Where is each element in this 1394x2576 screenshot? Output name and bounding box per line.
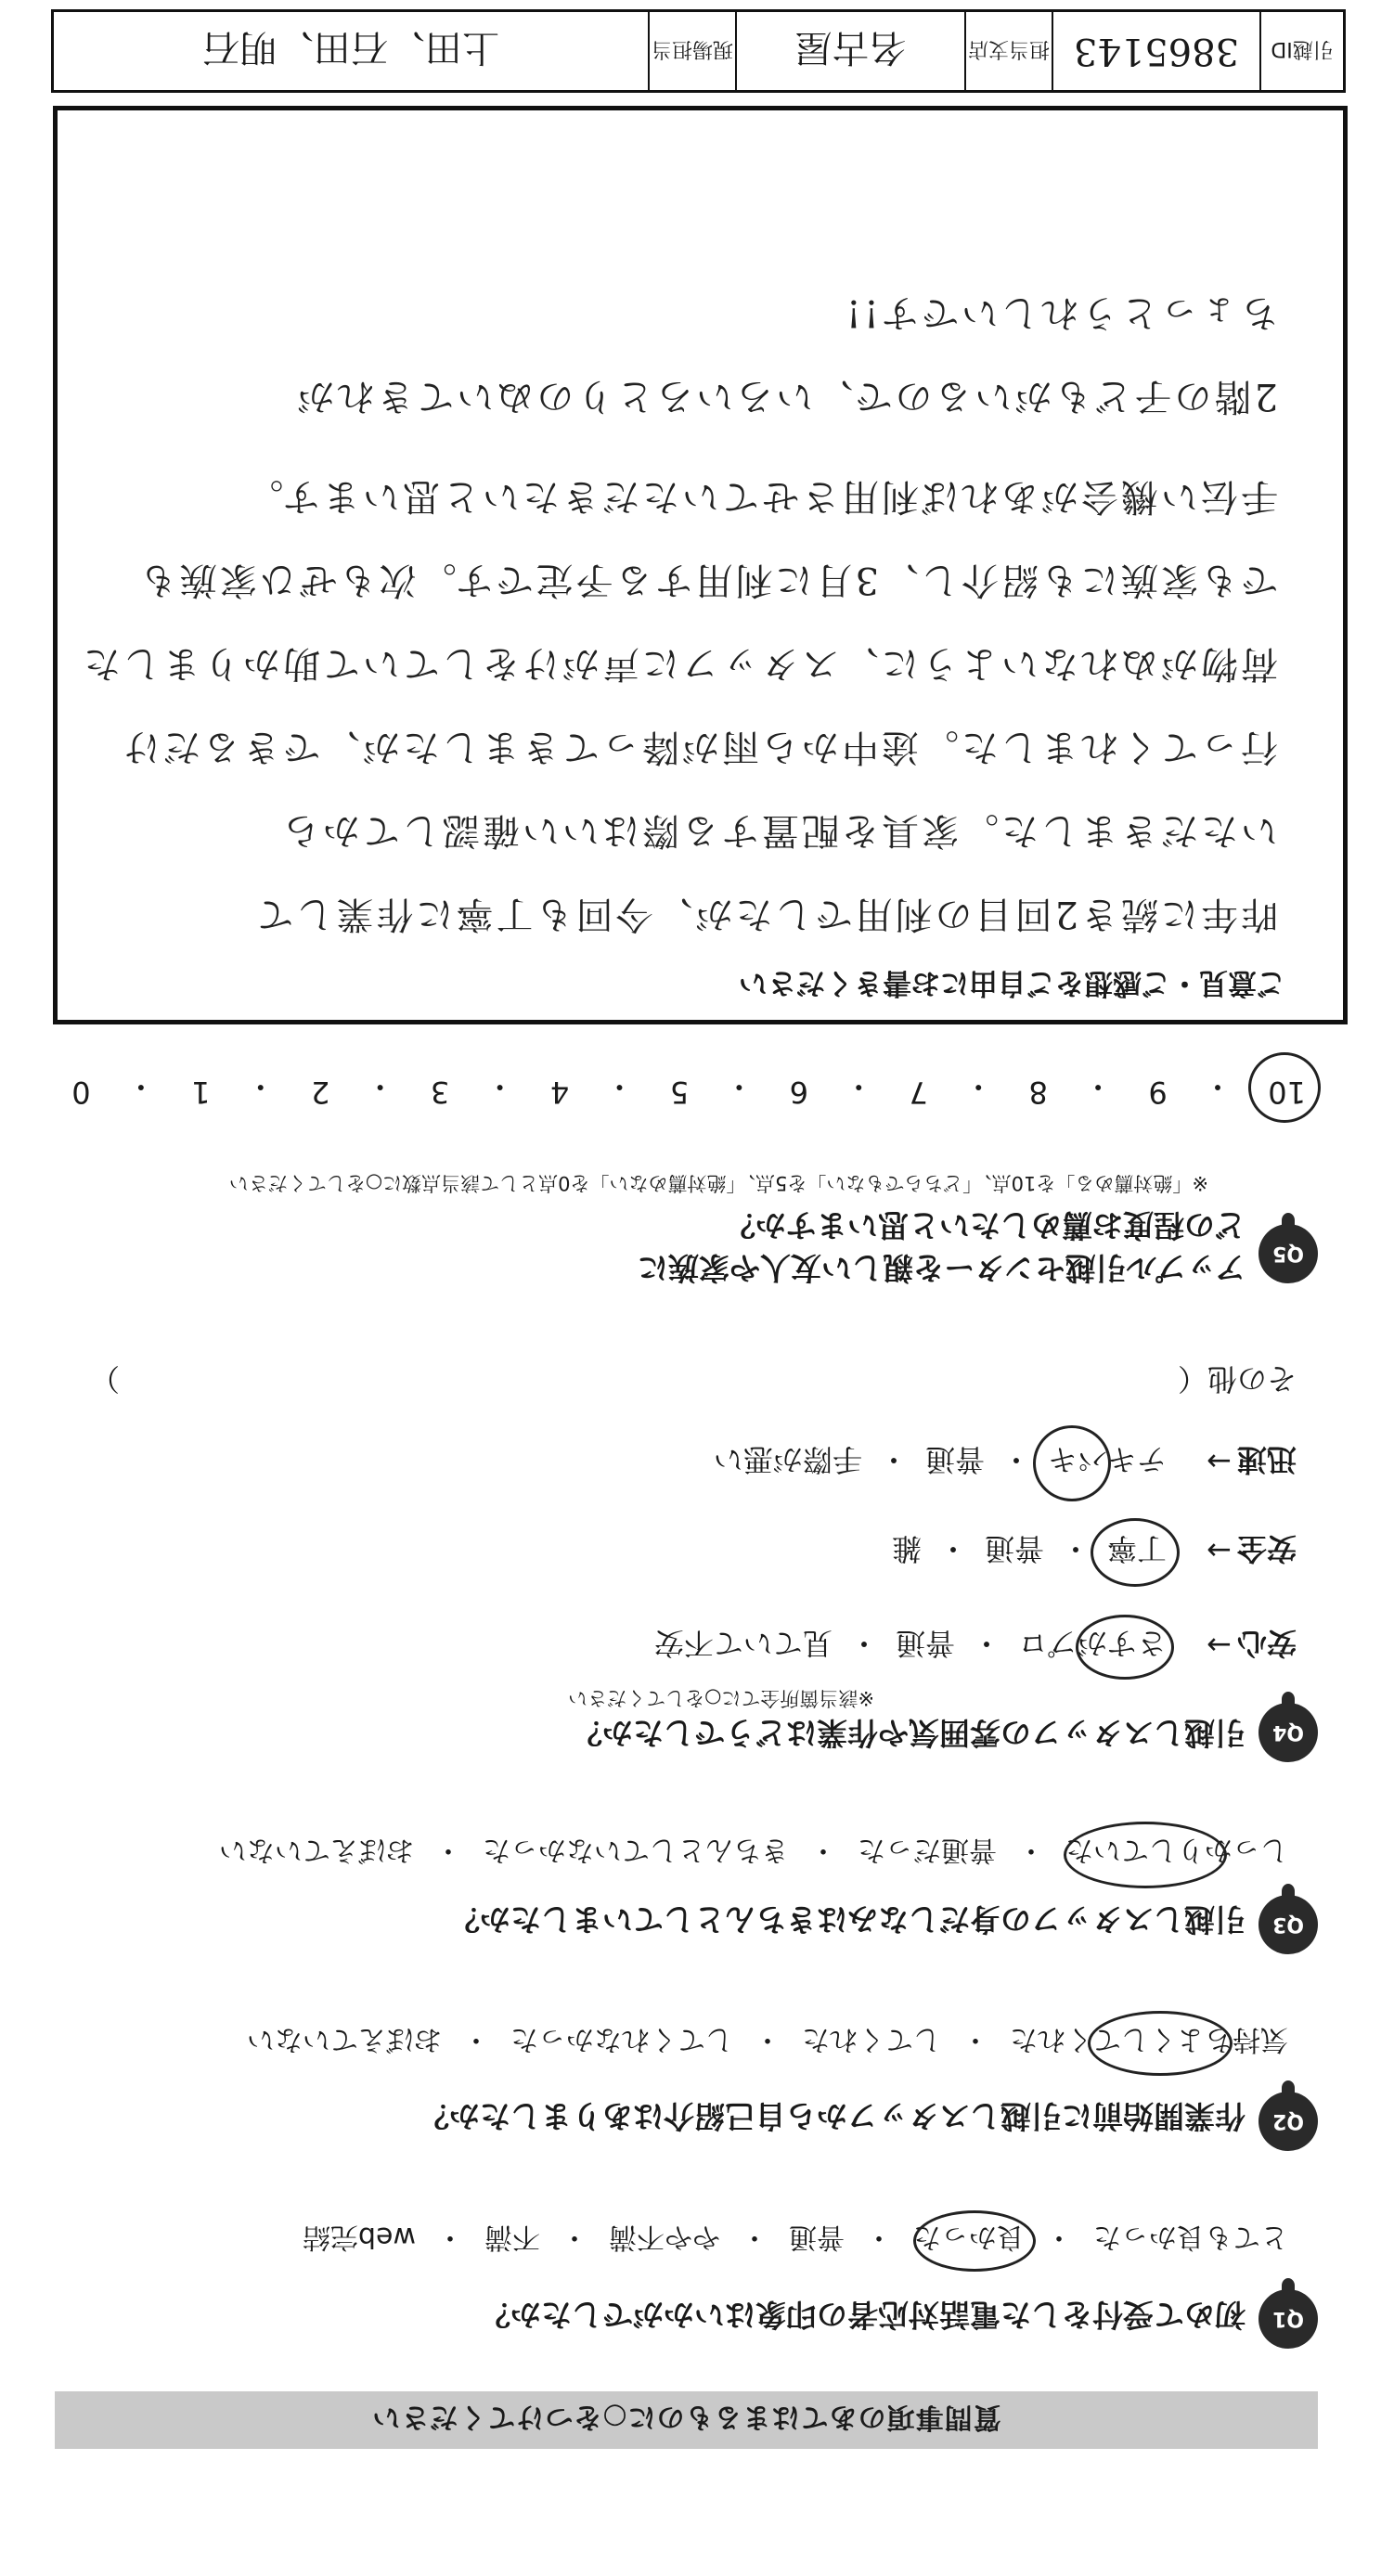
branch-label: 担当支店 bbox=[964, 12, 1052, 90]
selection-circle bbox=[1248, 1052, 1321, 1123]
q4-option-selected[interactable] bbox=[1048, 1440, 1167, 1483]
arrow-right-icon: → bbox=[1207, 1444, 1232, 1479]
q2-option[interactable]: してくれなかった bbox=[510, 2023, 733, 2055]
q1-option-selected[interactable] bbox=[910, 2220, 1028, 2260]
q4-row-label: 安心 bbox=[1236, 1626, 1297, 1661]
instruction-banner: 質問事項のあてはまるものに○をつけてください bbox=[55, 2391, 1318, 2449]
q5-note: ※「絶対薦める」を10点、「どちらでもない」を5点、「絶対薦めない」を0点として該当点数に○をしてください bbox=[228, 1172, 1208, 1194]
q4-question: 引越しスタッフの雰囲気や作業はどうでしたか？ bbox=[572, 1715, 1246, 1751]
q4-option-selected[interactable] bbox=[1018, 1624, 1167, 1667]
q5-question-line2: どの程度お薦めしたいと思いますか？ bbox=[725, 1207, 1246, 1243]
q1-option[interactable]: やや不満 bbox=[609, 2221, 720, 2253]
q4-row-anzen: 安全 → 丁寧 ・ 普通 ・ 雑 bbox=[892, 1529, 1297, 1572]
q5-score-label: 10 bbox=[1268, 1075, 1306, 1110]
q1-option[interactable]: 普通 bbox=[789, 2221, 845, 2253]
q5-score[interactable]: 9 bbox=[1148, 1075, 1168, 1110]
q3-option-selected[interactable] bbox=[1062, 1833, 1292, 1874]
q4-row-label: 安全 bbox=[1236, 1531, 1297, 1566]
q1-option[interactable]: web完結 bbox=[302, 2221, 416, 2253]
q5-score[interactable]: 6 bbox=[789, 1075, 809, 1110]
selection-circle bbox=[1033, 1425, 1111, 1501]
comment-line: 昨年に続き2回目の利用でしたが、今回も丁寧に作業して bbox=[253, 893, 1278, 935]
q5-score[interactable]: 4 bbox=[549, 1075, 570, 1110]
q3-option[interactable]: おぼえていない bbox=[219, 1834, 414, 1866]
comment-title: ご意見・ご感想をご自由にお書きください bbox=[739, 966, 1285, 999]
q4-option[interactable]: 普通 bbox=[895, 1626, 955, 1661]
q5-question-line1: アップル引越センターを親しい友人や家族に bbox=[637, 1250, 1246, 1286]
info-table bbox=[51, 9, 1346, 93]
q5-score-selected[interactable] bbox=[1268, 1067, 1306, 1110]
q3-number: Q3 bbox=[1272, 1913, 1305, 1937]
q2-badge bbox=[1258, 2092, 1318, 2151]
selection-circle bbox=[1076, 1615, 1174, 1680]
q3-option[interactable]: 普通だった bbox=[858, 1834, 997, 1866]
leader-label: 現場担当 bbox=[648, 12, 735, 90]
comment-line: いただきました。家具を配置する際はいい確認してから bbox=[280, 809, 1278, 852]
q4-option[interactable]: 普通 bbox=[924, 1442, 985, 1477]
q3-options: しっかりしていた ・ 普通だった ・ きちんとしていなかった ・ おぼえていない bbox=[215, 1833, 1292, 1874]
q2-option-selected[interactable] bbox=[1006, 2022, 1292, 2063]
q4-other bbox=[90, 1359, 1297, 1402]
id-value[interactable]: 3865143 bbox=[1052, 12, 1259, 90]
q2-options: 気持ちよくしてくれた ・ してくれた ・ してくれなかった ・ おぼえていない bbox=[243, 2022, 1292, 2063]
q4-option[interactable]: 普通 bbox=[984, 1531, 1044, 1566]
q2-option-label: 気持ちよくしてくれた bbox=[1010, 2023, 1288, 2055]
comment-line: 2階の子どもがいるので、いろいろとりのぬいてきれが bbox=[294, 375, 1278, 418]
q5-scale: 10 ・ 9 ・ 8 ・ 7 ・ 6 ・ 5 ・ 4 ・ 3 ・ 2 ・ 1 ・ 0 bbox=[71, 1067, 1306, 1110]
q4-row-label: 迅速 bbox=[1236, 1442, 1297, 1477]
q2-number: Q2 bbox=[1272, 2109, 1305, 2133]
q4-option[interactable]: 雑 bbox=[891, 1531, 922, 1566]
arrow-right-icon: → bbox=[1207, 1533, 1232, 1568]
q5-number: Q5 bbox=[1272, 1242, 1305, 1266]
q4-option[interactable]: 見ていて不安 bbox=[653, 1626, 833, 1661]
comment-line: ちょっとうれしいです!! bbox=[843, 291, 1278, 334]
comment-line: でも家族にも紹介し、3月に利用する予定です。次もぜひ家族も bbox=[136, 559, 1278, 601]
selection-circle bbox=[1088, 2011, 1233, 2076]
q3-question: 引越しスタッフの身だしなみはきちんとしていましたか？ bbox=[449, 1901, 1246, 1938]
comment-line: 手伝い機会があれば利用させていただきたいと思います。 bbox=[243, 475, 1278, 518]
q1-options: とても良かった ・ 良かった ・ 普通 ・ やや不満 ・ 不満 ・ web完結 bbox=[299, 2220, 1292, 2260]
q1-question: 初めて受付をした電話対応者の印象はいかがでしたか？ bbox=[480, 2297, 1246, 2333]
q5-score[interactable]: 1 bbox=[191, 1075, 211, 1110]
q2-question: 作業開始前に引越しスタッフから自己紹介はありましたか？ bbox=[419, 2098, 1246, 2134]
q5-score[interactable]: 3 bbox=[430, 1075, 450, 1110]
q1-option-label: 良かった bbox=[913, 2221, 1025, 2253]
q5-score[interactable]: 8 bbox=[1028, 1075, 1048, 1110]
q4-option[interactable]: 手際が悪い bbox=[713, 1442, 862, 1477]
q5-score[interactable]: 0 bbox=[71, 1075, 91, 1110]
selection-circle bbox=[1064, 1822, 1227, 1888]
id-label: 引越ID bbox=[1259, 12, 1343, 90]
q4-row-jinsoku: 迅速 → テキパキ ・ 普通 ・ 手際が悪い bbox=[714, 1440, 1297, 1483]
q1-badge bbox=[1258, 2289, 1318, 2349]
comment-line: 荷物がぬれないように、スタッフに声がけをしていて助かりました bbox=[81, 642, 1278, 685]
q4-option-label: 丁寧 bbox=[1106, 1531, 1167, 1566]
q5-badge bbox=[1258, 1224, 1318, 1283]
q1-option[interactable]: 不満 bbox=[484, 2221, 540, 2253]
selection-circle bbox=[1091, 1518, 1180, 1587]
q4-option-selected[interactable] bbox=[1107, 1529, 1167, 1572]
leader-value[interactable]: 上田、石田、明石 bbox=[202, 26, 499, 70]
arrow-right-icon: → bbox=[1207, 1628, 1232, 1663]
q4-row-anshin: 安心 → さすがプロ ・ 普通 ・ 見ていて不安 bbox=[654, 1624, 1297, 1667]
q5-score[interactable]: 5 bbox=[669, 1075, 690, 1110]
q3-option-label: しっかりしていた bbox=[1065, 1834, 1288, 1866]
q4-option-label: さすがプロ bbox=[1017, 1626, 1167, 1661]
q4-badge bbox=[1258, 1703, 1318, 1762]
q4-number: Q4 bbox=[1272, 1720, 1305, 1745]
comment-box[interactable] bbox=[53, 106, 1348, 1024]
q4-note: ※該当箇所全てに○をしてください bbox=[568, 1687, 874, 1709]
q5-score[interactable]: 2 bbox=[311, 1075, 330, 1110]
selection-circle bbox=[913, 2210, 1036, 2272]
q5-score[interactable]: 7 bbox=[909, 1075, 928, 1110]
q3-option[interactable]: きちんとしていなかった bbox=[483, 1834, 789, 1866]
q1-number: Q1 bbox=[1272, 2307, 1305, 2331]
q1-option[interactable]: とても良かった bbox=[1093, 2221, 1288, 2253]
q4-other-label: その他（ bbox=[1177, 1361, 1297, 1397]
comment-line: 行ってくれました。途中から雨が降ってきましたが、できるだけ bbox=[121, 726, 1278, 768]
q3-badge bbox=[1258, 1895, 1318, 1954]
q4-other-close: ） bbox=[90, 1361, 121, 1397]
q2-option[interactable]: おぼえていない bbox=[247, 2023, 442, 2055]
q4-option-label: テキパキ bbox=[1047, 1442, 1167, 1477]
branch-value[interactable]: 名古屋 bbox=[735, 12, 964, 90]
q2-option[interactable]: してくれた bbox=[802, 2023, 941, 2055]
